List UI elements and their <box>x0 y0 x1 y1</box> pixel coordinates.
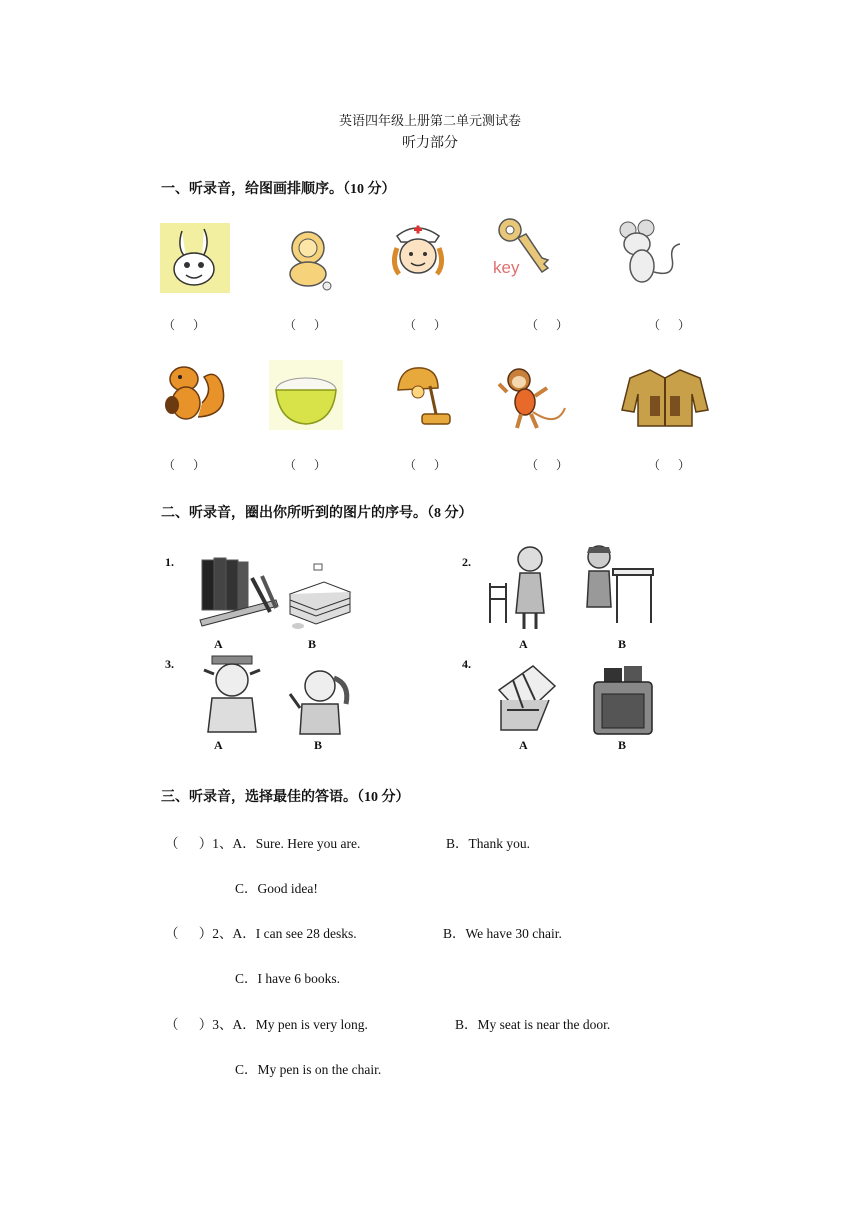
lamp-icon <box>388 360 458 430</box>
girl-waving-icon[interactable] <box>284 664 354 736</box>
question-2-option-a[interactable]: （ ）2、A．I can see 28 desks. <box>165 926 357 941</box>
question-3-option-a[interactable]: （ ）3、A．My pen is very long. <box>165 1017 368 1032</box>
squirrel-icon <box>158 355 228 425</box>
group-number: 1. <box>165 555 174 569</box>
messy-school-bag-icon[interactable] <box>493 660 559 736</box>
answer-paren[interactable]: （ ） <box>526 458 569 472</box>
page-title: 英语四年级上册第二单元测试卷 <box>338 113 521 128</box>
answer-paren[interactable]: （ ） <box>284 318 327 332</box>
question-3-option-c[interactable]: C．My pen is on the chair. <box>235 1062 382 1077</box>
option-a-label: A <box>214 637 223 651</box>
option-b-label: B <box>618 637 627 651</box>
key-icon <box>490 214 560 284</box>
jacket-icon <box>620 366 710 428</box>
rabbit-icon <box>160 223 230 293</box>
option-b-label: B <box>314 738 323 752</box>
question-1-option-c[interactable]: C．Good idea! <box>235 881 318 896</box>
boy-with-book-on-head-icon[interactable] <box>196 654 266 736</box>
question-1-option-a[interactable]: （ ）1、A．Sure. Here you are. <box>165 836 361 851</box>
mouse-icon <box>610 218 680 288</box>
group-number: 2. <box>462 555 471 569</box>
section2-heading: 二、听录音，圈出你所听到的图片的序号。（8 分） <box>161 506 473 521</box>
option-b-label: B <box>308 637 317 651</box>
answer-paren[interactable]: （ ） <box>648 318 691 332</box>
answer-paren[interactable]: （ ） <box>404 458 447 472</box>
question-2-option-b[interactable]: B．We have 30 chair. <box>443 926 562 941</box>
monkey-icon <box>497 362 567 432</box>
section3-heading: 三、听录音，选择最佳的答语。（10 分） <box>161 790 410 805</box>
stack-of-papers-icon[interactable] <box>284 560 354 634</box>
option-a-label: A <box>519 738 528 752</box>
group-number: 4. <box>462 657 471 671</box>
boy-at-desk-icon[interactable] <box>579 543 657 631</box>
nurse-icon <box>383 218 453 288</box>
question-2-option-c[interactable]: C．I have 6 books. <box>235 971 340 986</box>
key-caption: key <box>493 258 520 277</box>
option-a-label: A <box>214 738 223 752</box>
group-number: 3. <box>165 657 174 671</box>
schoolbag-icon[interactable] <box>588 664 658 736</box>
question-1-option-b[interactable]: B．Thank you. <box>446 836 530 851</box>
girl-and-chair-icon[interactable] <box>486 543 560 635</box>
answer-paren[interactable]: （ ） <box>648 458 691 472</box>
lion-icon <box>275 224 345 294</box>
answer-paren[interactable]: （ ） <box>404 318 447 332</box>
answer-paren[interactable]: （ ） <box>526 318 569 332</box>
books-and-pencils-icon[interactable] <box>196 550 280 634</box>
answer-paren[interactable]: （ ） <box>163 458 206 472</box>
page-subtitle: 听力部分 <box>402 136 458 151</box>
section1-heading: 一、听录音，给图画排顺序。（10 分） <box>161 182 396 197</box>
question-3-option-b[interactable]: B．My seat is near the door. <box>455 1017 611 1032</box>
answer-paren[interactable]: （ ） <box>163 318 206 332</box>
option-a-label: A <box>519 637 528 651</box>
answer-paren[interactable]: （ ） <box>284 458 327 472</box>
option-b-label: B <box>618 738 627 752</box>
rice-bowl-icon <box>269 360 343 430</box>
